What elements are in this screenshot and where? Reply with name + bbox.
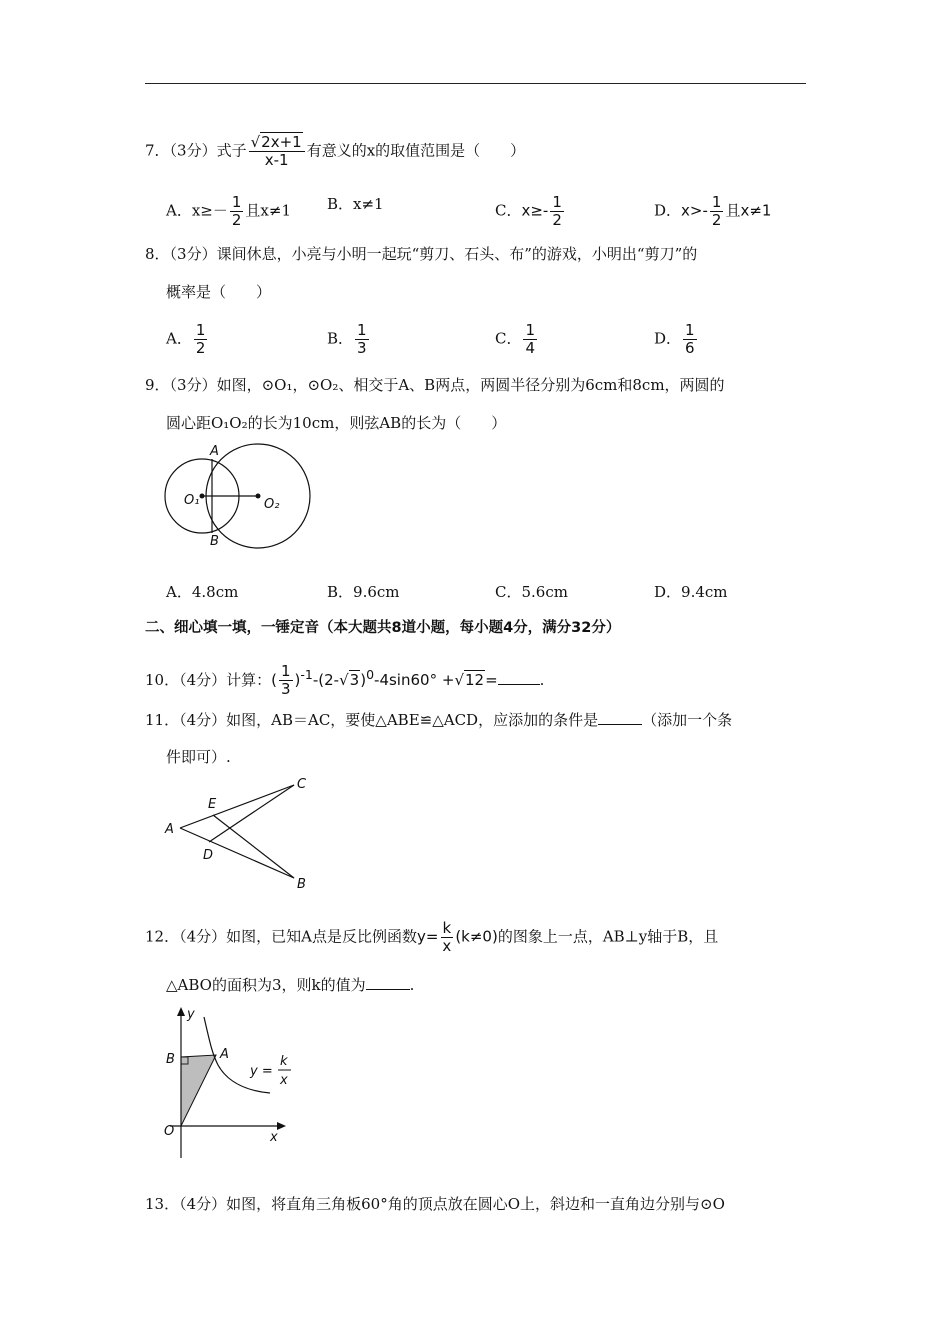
q7-option-b[interactable] <box>327 194 384 214</box>
q7-suffix: 有意义的x的取值范围是（ ） <box>306 141 526 160</box>
label-o2: O₂ <box>264 497 280 512</box>
label-e: E <box>208 797 217 812</box>
option-text: x≠1 <box>353 195 384 213</box>
q8-option-c[interactable] <box>495 322 539 357</box>
q10-end: . <box>539 671 545 689</box>
q12-fraction: $\frac{k}{x}$ <box>442 919 452 955</box>
point-o2 <box>256 494 261 499</box>
segment-be <box>213 815 294 878</box>
q10-prefix: 10．（4分）计算： <box>145 671 272 689</box>
segment-ac <box>180 785 294 828</box>
q10-equals: = <box>485 671 498 689</box>
x-axis-arrow <box>277 1122 286 1130</box>
q10-exp-2: 0 <box>366 667 375 682</box>
question-12-line-2 <box>166 975 414 995</box>
option-label: A． <box>166 329 192 348</box>
option-text: 5.6cm <box>521 583 568 601</box>
header-rule <box>145 83 806 84</box>
question-8-line-2: 概率是（ ） <box>166 283 272 301</box>
question-11-line-2: 件即可）. <box>166 748 231 766</box>
q8-option-d[interactable] <box>654 322 699 357</box>
point-o1 <box>200 494 205 499</box>
q10-expression: ( $\frac{1}{3}$ )$^{-1}-(2-√3)^0-4\sin 60^\circ +√12=$ <box>271 662 498 698</box>
q7-expression <box>249 134 305 169</box>
label-o: O <box>164 1124 175 1139</box>
option-label: D． <box>654 583 682 601</box>
option-fraction: $\frac{1}{2}$ <box>711 193 722 229</box>
question-13-line-1: 13．（4分）如图，将直角三角板60°角的顶点放在圆心O上，斜边和一直角边分别与⊙O <box>145 1195 725 1213</box>
option-label: C． <box>495 201 522 220</box>
q10-part: -(2- <box>312 671 340 689</box>
label-a: A <box>165 822 174 837</box>
q7-prefix: 7．（3分）式子 <box>145 141 247 160</box>
q10-answer-blank[interactable] <box>498 670 540 685</box>
option-text: x≥－ <box>191 201 228 220</box>
option-text-post: 且x≠1 <box>245 201 291 220</box>
option-label: B． <box>327 329 354 348</box>
triangle-abo <box>181 1055 216 1126</box>
option-fraction: $\frac{1}{6}$ <box>685 321 695 357</box>
q12-prefix: 12．（4分）如图，已知A点是反比例函数 <box>145 927 417 946</box>
q12-answer-blank[interactable] <box>366 975 410 990</box>
q10-sqrt12: 12 <box>465 671 485 689</box>
q10-exp-1: -1 <box>300 667 313 682</box>
option-label: B． <box>327 583 354 601</box>
question-9-line-1: 9．（3分）如图，⊙O₁，⊙O₂、相交于A、B两点，两圆半径分别为6cm和8cm，两圆的 <box>145 376 725 394</box>
label-y: y <box>187 1007 195 1022</box>
label-o1: O₁ <box>184 493 200 508</box>
q12-condition: (k≠0) <box>455 927 498 946</box>
q7-option-d[interactable] <box>654 194 771 229</box>
label-eq-y: y = <box>250 1064 273 1079</box>
option-fraction: $\frac{1}{2}$ <box>231 193 242 229</box>
q7-option-c[interactable] <box>495 194 566 229</box>
question-10 <box>145 662 544 698</box>
segment-ab <box>180 828 294 878</box>
q9-option-d[interactable] <box>654 582 728 602</box>
label-eq-x: x <box>280 1073 288 1088</box>
option-text: x≥- <box>521 201 549 220</box>
q12-text: △ABO的面积为3，则k的值为 <box>166 976 366 994</box>
option-fraction: $\frac{1}{2}$ <box>195 321 206 357</box>
label-b: B <box>297 877 306 892</box>
q11-text: 11．（4分）如图，AB＝AC，要使△ABE≌△ACD，应添加的条件是 <box>145 711 599 729</box>
q10-part: -4sin60° <box>374 671 438 689</box>
option-text: 9.4cm <box>681 583 728 601</box>
segment-cd <box>209 785 294 842</box>
q12-graph-figure <box>160 1003 310 1163</box>
q9-option-a[interactable] <box>166 582 238 602</box>
q10-sqrt3: 3 <box>349 671 360 689</box>
q7-denominator: x-1 <box>264 151 289 169</box>
q9-circles-figure <box>160 440 320 555</box>
option-fraction: $\frac{1}{4}$ <box>525 321 536 357</box>
label-d: D <box>203 848 214 863</box>
option-label: D． <box>654 329 682 348</box>
q8-option-b[interactable] <box>327 322 371 357</box>
option-fraction: $\frac{1}{2}$ <box>552 193 562 229</box>
hyperbola-curve <box>204 1017 270 1093</box>
label-eq-k: k <box>280 1054 288 1069</box>
q12-suffix: 的图象上一点，AB⊥y轴于B，且 <box>497 927 719 946</box>
option-text: x>- <box>681 201 708 220</box>
label-a: A <box>210 444 219 459</box>
q12-end: . <box>409 976 415 994</box>
q11-triangles-figure <box>160 770 320 895</box>
section-2-heading: 二、细心填一填，一锤定音（本大题共8道小题，每小题4分，满分32分） <box>145 620 621 636</box>
q10-fraction: $\frac{1}{3}$ <box>281 662 291 698</box>
question-9-line-2: 圆心距O₁O₂的长为10cm，则弦AB的长为（ ） <box>166 414 507 432</box>
label-b: B <box>210 534 219 549</box>
option-fraction: $\frac{1}{3}$ <box>357 321 367 357</box>
q11-answer-blank[interactable] <box>598 710 642 725</box>
option-text-post: 且x≠1 <box>725 201 772 220</box>
option-text: 9.6cm <box>353 583 400 601</box>
option-label: B． <box>327 195 354 213</box>
q10-plus: + <box>441 671 455 689</box>
sqrt-sign: √ <box>250 133 261 151</box>
y-axis-arrow <box>177 1007 185 1016</box>
option-label: D． <box>654 201 682 220</box>
option-label: C． <box>495 583 522 601</box>
q7-option-a[interactable] <box>166 194 291 229</box>
question-7 <box>145 134 525 169</box>
label-a: A <box>220 1047 229 1062</box>
q9-option-c[interactable] <box>495 582 568 602</box>
option-text: 4.8cm <box>191 583 239 601</box>
question-12-line-1 <box>145 920 718 955</box>
q7-numerator: 2x+1 <box>261 133 302 151</box>
option-label: A． <box>166 201 192 220</box>
option-label: A． <box>166 583 192 601</box>
q8-option-a[interactable] <box>166 322 209 357</box>
question-8-line-1: 8．（3分）课间休息，小亮与小明一起玩“剪刀、石头、布”的游戏，小明出“剪刀”的 <box>145 245 698 263</box>
q11-text-tail: （添加一个条 <box>642 711 733 729</box>
option-label: C． <box>495 329 522 348</box>
label-b: B <box>166 1052 175 1067</box>
q9-option-b[interactable] <box>327 582 400 602</box>
q12-y-eq: y= <box>416 927 439 946</box>
question-11-line-1 <box>145 710 732 730</box>
label-x: x <box>270 1130 278 1145</box>
label-c: C <box>297 777 307 792</box>
q10-part: ) <box>360 671 367 689</box>
